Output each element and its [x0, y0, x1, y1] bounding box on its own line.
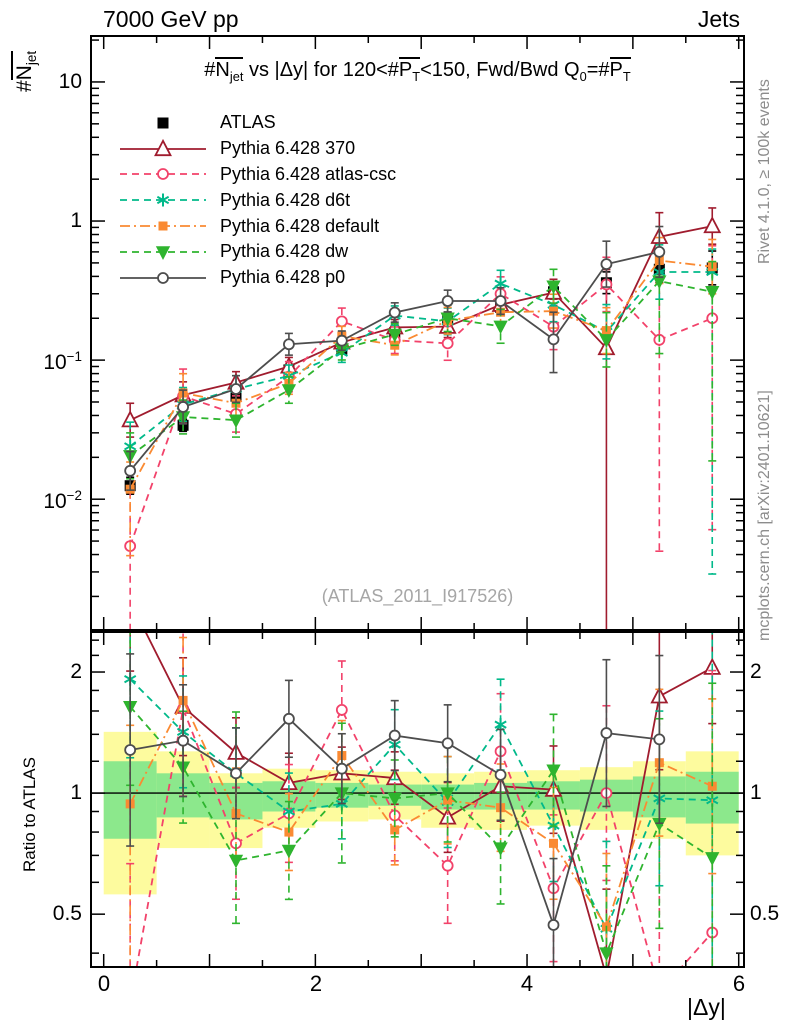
- ratio-ytick-right-2: 2: [750, 660, 762, 683]
- main-ytick-10: 10: [58, 70, 82, 93]
- xtick-0: 0: [97, 971, 111, 996]
- ratio-y-axis-label: Ratio to ATLAS: [20, 757, 39, 872]
- legend-item: [117, 187, 396, 213]
- main-ytick-1: 1: [70, 209, 82, 232]
- plot-title: $\#N_{jet}$ vs |Δy| for $120<\#P_T<150$, Fwd/Bwd $Q_0=\#P_T$: [204, 59, 631, 84]
- legend-item: [117, 265, 396, 291]
- legend: [117, 110, 396, 291]
- legend-item: [117, 110, 396, 136]
- legend-marker-atlas-csc: [117, 163, 209, 185]
- ratio-ytick-left-0p5: 0.5: [52, 902, 82, 925]
- main-ytick-1e-1: $10^{-1}$: [43, 349, 82, 374]
- legend-label: Pythia 6.428 d6t: [220, 189, 351, 210]
- series-pythia-6-428-d6t: [125, 245, 718, 574]
- rivet-version-caption: Rivet 4.1.0, ≥ 100k events: [756, 79, 773, 264]
- legend-marker-p0: [117, 267, 209, 289]
- legend-item: [117, 162, 396, 188]
- legend-label: Pythia 6.428 default: [220, 215, 380, 236]
- legend-marker-default: [117, 215, 209, 237]
- legend-label: Pythia 6.428 atlas-csc: [220, 163, 397, 184]
- beam-label: 7000 GeV pp: [103, 6, 239, 32]
- legend-marker-atlas: [117, 112, 209, 134]
- xtick-2: 2: [309, 971, 323, 996]
- main-ytick-1e-2: $10^{-2}$: [43, 488, 82, 513]
- ratio-ytick-left-1: 1: [70, 781, 82, 804]
- legend-marker-dw: [117, 241, 209, 263]
- legend-label: Pythia 6.428 dw: [220, 241, 349, 262]
- legend-marker-370: [117, 138, 209, 160]
- xtick-4: 4: [520, 971, 534, 996]
- ratio-ytick-right-0p5: 0.5: [750, 902, 780, 925]
- legend-item: [117, 213, 396, 239]
- xtick-6: 6: [732, 971, 746, 996]
- legend-marker-d6t: [117, 189, 209, 211]
- legend-label: Pythia 6.428 p0: [220, 267, 346, 288]
- analysis-group-label: Jets: [697, 6, 740, 32]
- mcplots-arxiv-caption: mcplots.cern.ch [arXiv:2401.10621]: [756, 390, 773, 641]
- main-y-axis-label: $\#N_{jet}$: [13, 50, 40, 92]
- x-axis-label: |Δy|: [687, 994, 726, 1020]
- legend-item: [117, 136, 396, 162]
- ratio-ytick-right-1: 1: [750, 781, 762, 804]
- legend-item: [117, 239, 396, 265]
- legend-label: ATLAS: [220, 112, 276, 133]
- ratio-ytick-left-2: 2: [70, 660, 82, 683]
- analysis-id-watermark: (ATLAS_2011_I917526): [321, 586, 514, 606]
- legend-label: Pythia 6.428 370: [220, 138, 356, 159]
